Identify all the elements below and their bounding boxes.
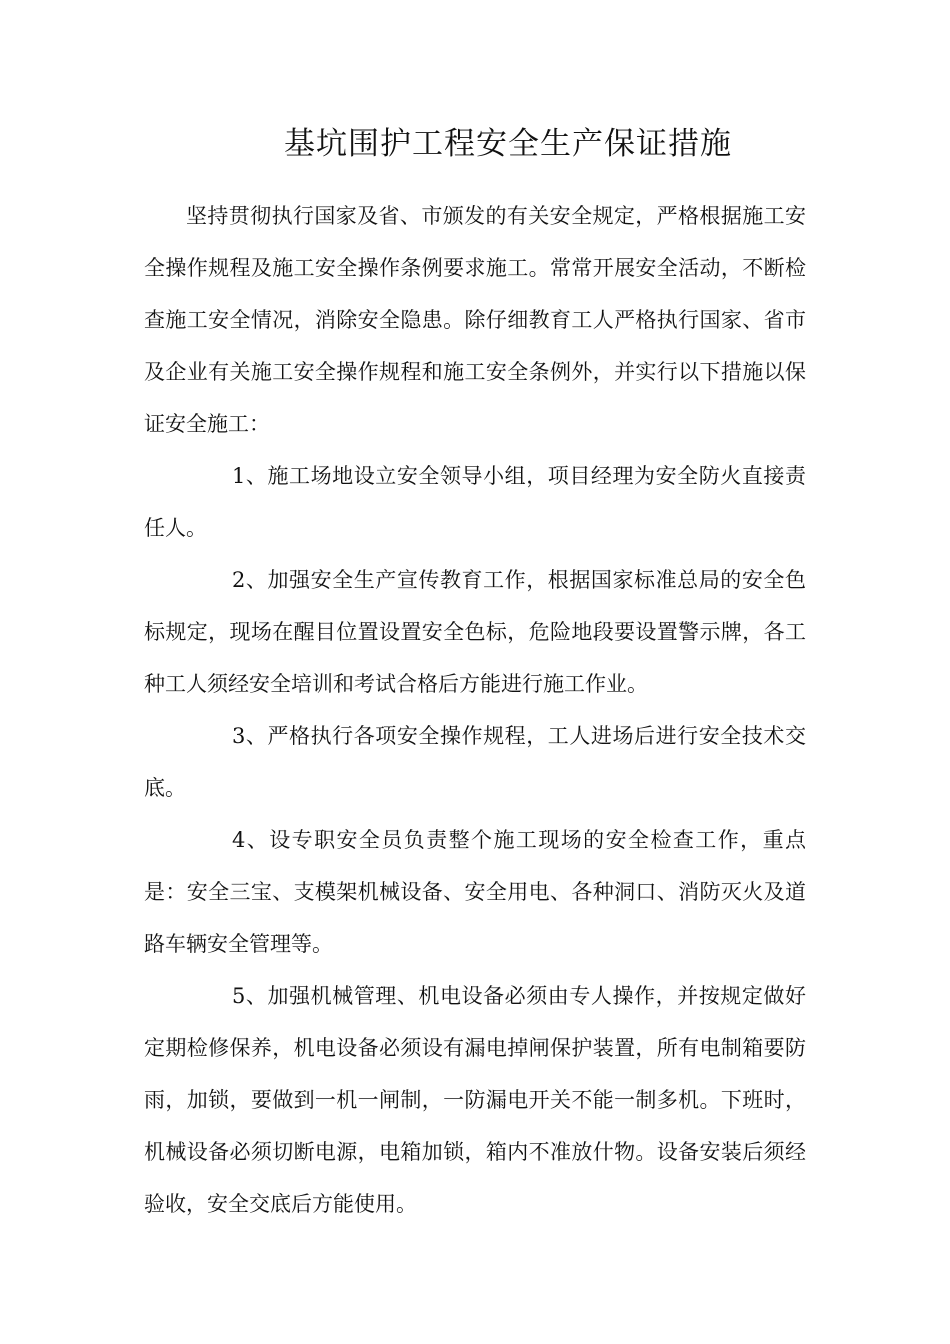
intro-paragraph: 坚持贯彻执行国家及省、市颁发的有关安全规定，严格根据施工安全操作规程及施工安全操作条例要求施工。常常开展安全活动，不断检查施工安全情况，消除安全隐患。除仔细教育工人严格执行国家、省市及企业有关施工安全操作规程和施工安全条例外，并实行以下措施以保证安全施工： (144, 204, 806, 436)
document-body (144, 190, 806, 1230)
measure-item-3: 3、严格执行各项安全操作规程，工人进场后进行安全技术交底。 (144, 724, 806, 800)
measure-item-5: 5、加强机械管理、机电设备必须由专人操作，并按规定做好定期检修保养，机电设备必须设有漏电掉闸保护装置，所有电制箱要防雨，加锁，要做到一机一闸制，一防漏电开关不能一制多机。下班时，机械设备必须切断电源，电箱加锁，箱内不准放什物。设备安装后须经验收，安全交底后方能使用。 (144, 984, 806, 1216)
measure-item-4: 4、设专职安全员负责整个施工现场的安全检查工作，重点是：安全三宝、支模架机械设备、安全用电、各种洞口、消防灭火及道路车辆安全管理等。 (144, 828, 806, 956)
document-title: 基坑围护工程安全生产保证措施 (284, 126, 732, 162)
measure-item-1: 1、施工场地设立安全领导小组，项目经理为安全防火直接责任人。 (144, 464, 806, 540)
measure-item-2: 2、加强安全生产宣传教育工作，根据国家标准总局的安全色标规定，现场在醒目位置设置安全色标，危险地段要设置警示牌，各工种工人须经安全培训和考试合格后方能进行施工作业。 (144, 568, 806, 696)
